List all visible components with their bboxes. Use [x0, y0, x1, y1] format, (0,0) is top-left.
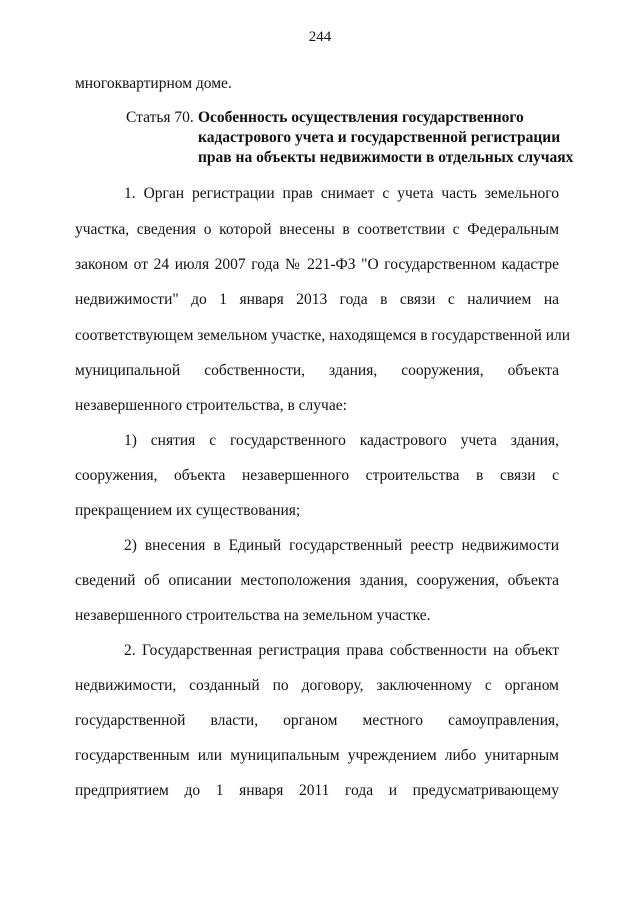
paragraph-line: незавершенного строительства, в случае:	[75, 397, 347, 414]
paragraph-line: соответствующем земельном участке, находящемся в государственной или	[75, 327, 571, 344]
paragraph-line: 1) снятия с государственного кадастрового учета здания,	[124, 432, 559, 449]
paragraph-line: недвижимости, созданный по договору, заключенному с органом	[75, 677, 559, 694]
paragraph-line: государственным или муниципальным учреждением либо унитарным	[75, 747, 559, 764]
paragraph-line: 1. Орган регистрации прав снимает с учета часть земельного	[124, 185, 559, 202]
paragraph-line: 2. Государственная регистрация права собственности на объект	[124, 642, 559, 659]
article-title-line-2: кадастрового учета и государственной регистрации	[198, 129, 561, 146]
paragraph-line: 2) внесения в Единый государственный реестр недвижимости	[124, 537, 559, 554]
paragraph-line: недвижимости" до 1 января 2013 года в связи с наличием на	[75, 291, 559, 308]
paragraph-line: муниципальной собственности, здания, сооружения, объекта	[75, 362, 559, 379]
page-number: 244	[308, 29, 332, 45]
paragraph-line: предприятием до 1 января 2011 года и предусматривающему	[75, 782, 559, 799]
paragraph-line: участка, сведения о которой внесены в соответствии с Федеральным	[75, 221, 559, 238]
article-label: Статья 70.	[126, 109, 194, 126]
intro-line: многоквартирном доме.	[75, 75, 232, 92]
article-title-line-1: Особенность осуществления государственного	[198, 109, 524, 126]
paragraph-line: законом от 24 июля 2007 года № 221-ФЗ "О государственном кадастре	[75, 256, 559, 273]
paragraph-line: сооружения, объекта незавершенного строительства в связи с	[75, 467, 559, 484]
paragraph-line: прекращением их существования;	[75, 502, 301, 519]
paragraph-line: незавершенного строительства на земельном участке.	[75, 607, 431, 624]
paragraph-line: государственной власти, органом местного самоуправления,	[75, 712, 559, 729]
article-title-line-3: прав на объекты недвижимости в отдельных случаях	[198, 149, 574, 166]
paragraph-line: сведений об описании местоположения здания, сооружения, объекта	[75, 572, 559, 589]
